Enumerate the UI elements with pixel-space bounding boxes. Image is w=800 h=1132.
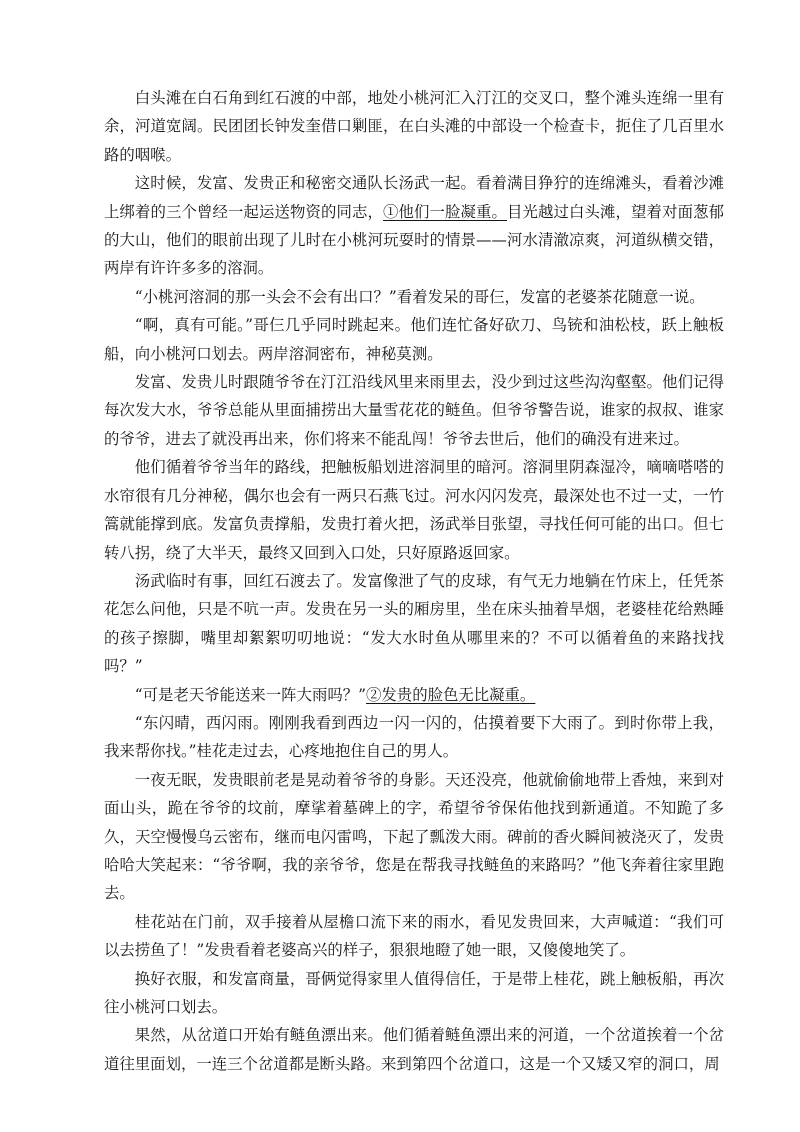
paragraph: 他们循着爷爷当年的路线，把触板船划进溶洞里的暗河。溶洞里阴森湿冷，嘀嘀嗒嗒的水帘很有几分神秘，偶尔也会有一两只石燕飞过。河水闪闪发亮，最深处也不过一丈，一竹篙就能撑到底。发富负责撑船，发贵打着火把，汤武举目张望，寻找任何可能的出口。但七转八拐，绕了大半天，最终又回到入口处，只好原路返回家。: [104, 458, 724, 562]
paragraph: 换好衣服，和发富商量，哥俩觉得家里人值得信任，于是带上桂花，跳上触板船，再次往小桃河口划去。: [104, 969, 724, 1016]
paragraph: 桂花站在门前，双手接着从屋檐口流下来的雨水，看见发贵回来，大声喊道：“我们可以去捞鱼了！”发贵看着老婆高兴的样子，狠狠地瞪了她一眼，又傻傻地笑了。: [104, 912, 724, 960]
paragraph: 果然，从岔道口开始有鲢鱼漂出来。他们循着鲢鱼漂出来的河道，一个岔道挨着一个岔道往里面划，一连三个岔道都是断头路。来到第四个岔道口，这是一个又矮又窄的洞口，周: [104, 1026, 724, 1073]
paragraph: “小桃河溶洞的那一头会不会有出口？”看着发呆的哥仨，发富的老婆茶花随意一说。: [134, 287, 705, 306]
paragraph: 汤武临时有事，回红石渡去了。发富像泄了气的皮球，有气无力地躺在竹床上，任凭茶花怎么问他，只是不吭一声。发贵在另一头的厢房里，坐在床头抽着旱烟，老婆桂花给熟睡的孩子擦脚，嘴里却絮絮叨叨地说：“发大水时鱼从哪里来的？不可以循着鱼的来路找找吗？”: [104, 571, 724, 676]
paragraph-text: 这时候，发富、发贵正和秘密交通队长汤武一起。看着满目狰狞的连绵滩头，看着沙滩上绑着的三个曾经一起运送物资的同志，: [104, 174, 724, 221]
paragraph: “啊，真有可能。”哥仨几乎同时跳起来。他们连忙备好砍刀、鸟铳和油松枝，跃上触板船，向小桃河口划去。两岸溶洞密布，神秘莫测。: [104, 316, 724, 363]
paragraph: “东闪晴，西闪雨。刚刚我看到西边一闪一闪的，估摸着要下大雨了。到时你带上我，我来帮你找。”桂花走过去，心疼地抱住自己的男人。: [104, 713, 724, 761]
paragraph: [104, 681, 724, 709]
underlined-sentence-1: ①他们一脸凝重。: [383, 202, 508, 221]
paragraph: 一夜无眠，发贵眼前老是晃动着爷爷的身影。天还没亮，他就偷偷地带上香烛，来到对面山头，跪在爷爷的坟前，摩挲着墓碑上的字，希望爷爷保佑他找到新通道。不知跪了多久，天空慢慢乌云密布，继而电闪雷鸣，下起了瓢泼大雨。碑前的香火瞬间被浇灭了，发贵哈哈大笑起来：“爷爷啊，我的亲爷爷，您是在帮我寻找鲢鱼的来路吗？”他飞奔着往家里跑去。: [104, 770, 724, 903]
paragraph: [104, 169, 724, 283]
paragraph-text: 目光越过白头滩，望着对面葱郁的大山，他们的眼前出现了儿时在小桃河玩耍时的情景——河水清澈凉爽，河道纵横交错，两岸有许许多多的溶洞。: [104, 202, 724, 278]
paragraph-text: “可是老天爷能送来一阵大雨吗？”: [134, 685, 367, 704]
underlined-sentence-2: ②发贵的脸色无比凝重。: [366, 685, 536, 704]
paragraph: 发富、发贵儿时跟随爷爷在汀江沿线风里来雨里去，没少到过这些沟沟壑壑。他们记得每次发大水，爷爷总能从里面捕捞出大量雪花花的鲢鱼。但爷爷警告说，谁家的叔叔、谁家的爷爷，进去了就没再出来，你们将来不能乱闯！爷爷去世后，他们的确没有进来过。: [104, 373, 724, 448]
paragraph: 白头滩在白石角到红石渡的中部，地处小桃河汇入汀江的交叉口，整个滩头连绵一里有余，河道宽阔。民团团长钟发奎借口剿匪，在白头滩的中部设一个检查卡，扼住了几百里水路的咽喉。: [104, 89, 724, 164]
